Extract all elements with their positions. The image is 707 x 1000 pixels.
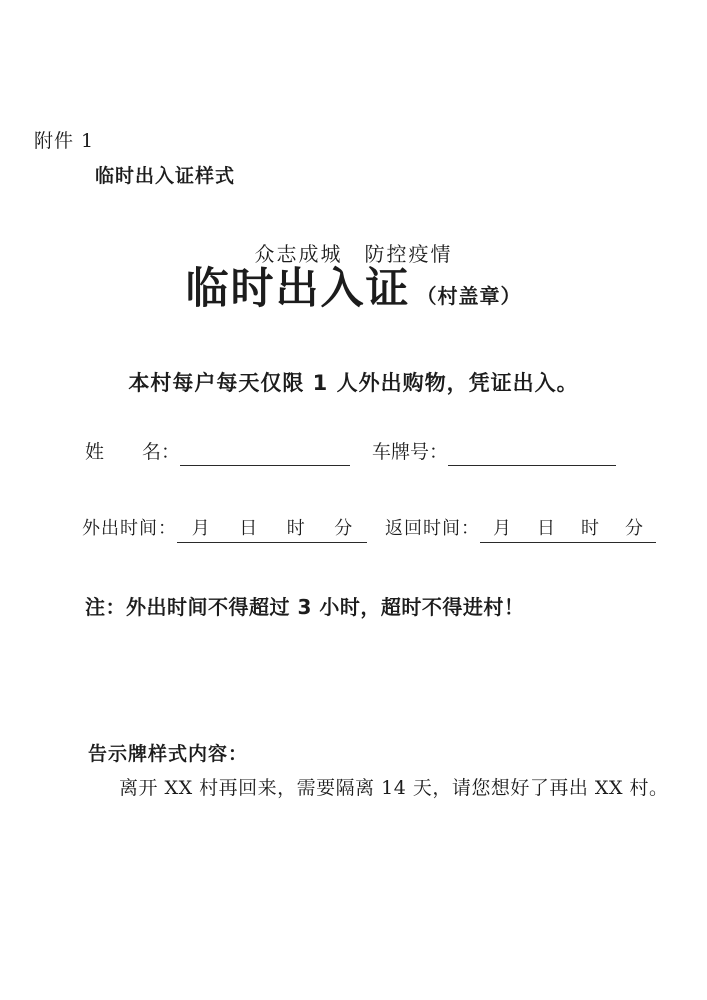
time-limit-note: 注：外出时间不得超过 3 小时，超时不得进村！	[85, 595, 525, 619]
pass-title-row	[0, 266, 707, 313]
notice-board-title: 告示牌样式内容：	[88, 743, 249, 765]
unit-month: 月	[191, 518, 210, 539]
unit-day: 日	[239, 518, 258, 539]
unit-minute: 分	[334, 518, 353, 539]
return-time-label: 返回时间：	[385, 518, 480, 539]
restriction-statement: 本村每户每天仅限 1 人外出购物，凭证出入。	[128, 371, 579, 395]
plate-field-label: 车牌号：	[372, 441, 449, 463]
out-time-blank-field	[177, 516, 367, 543]
name-field-label: 姓 名：	[85, 441, 181, 463]
attachment-label: 附件 1	[34, 130, 95, 152]
unit-hour: 时	[581, 518, 599, 539]
unit-day: 日	[537, 518, 555, 539]
slogan-line: 众志成城 防控疫情	[254, 242, 453, 266]
return-time-blank-field	[480, 516, 656, 543]
out-time-label: 外出时间：	[82, 518, 177, 539]
pass-title: 临时出入证	[185, 264, 411, 314]
plate-blank-field	[448, 439, 616, 466]
time-row	[82, 515, 656, 543]
pass-title-stamp-note: （村盖章）	[416, 284, 522, 308]
notice-board-body: 离开 XX 村再回来，需要隔离 14 天，请您想好了再出 XX 村。	[119, 777, 669, 799]
unit-month: 月	[493, 518, 511, 539]
sample-title: 临时出入证样式	[95, 165, 236, 187]
name-blank-field	[180, 439, 350, 466]
unit-minute: 分	[625, 518, 643, 539]
name-plate-row	[85, 438, 616, 466]
unit-hour: 时	[286, 518, 305, 539]
